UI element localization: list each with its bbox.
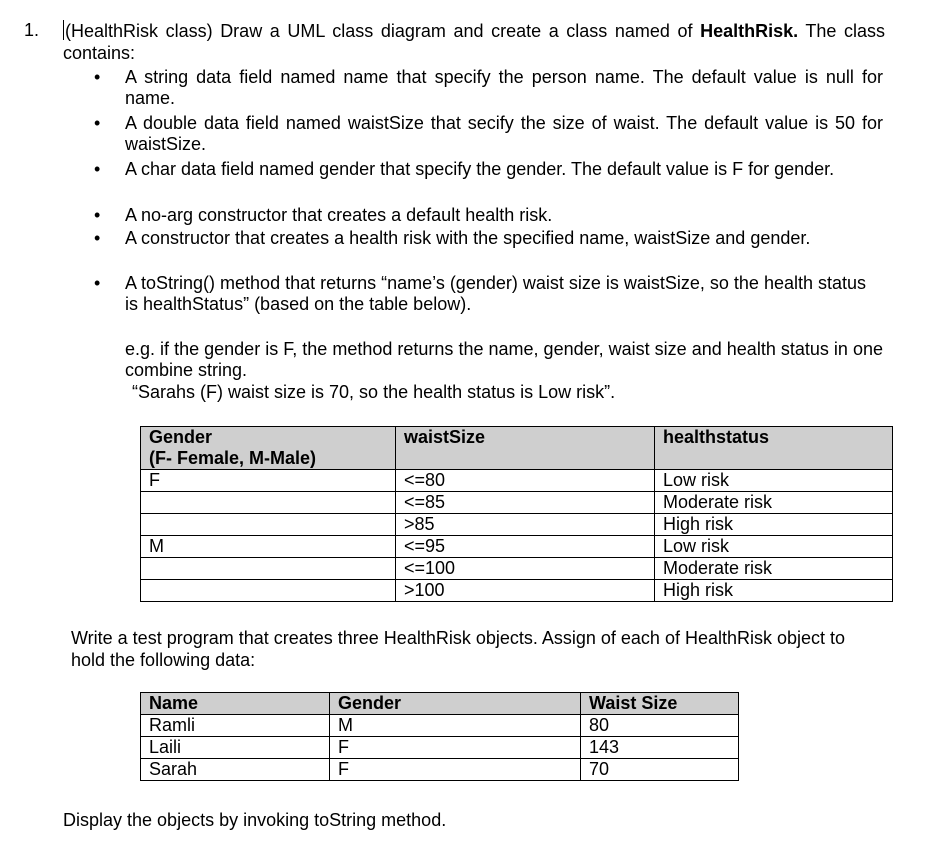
cell-waist: <=85 [396,492,655,514]
header-gender: Gender [330,693,581,715]
example-quote: “Sarahs (F) waist size is 70, so the health status is Low risk”. [132,382,616,402]
cell-waist: <=95 [396,536,655,558]
table-row [141,580,893,602]
table-row [141,536,893,558]
table-row [141,470,893,492]
cell-name: Ramli [141,715,330,737]
table-header-row [141,427,893,470]
cell-gender [141,580,396,602]
bullet-text: A constructor that creates a health risk with the specified name, waistSize and gender. [125,228,811,248]
cell-waist: >100 [396,580,655,602]
cell-gender [141,558,396,580]
table-row [141,715,739,737]
bullet-item [94,205,883,226]
question-number: 1. [24,20,40,40]
cell-waist: >85 [396,514,655,536]
header-waistsize: waistSize [396,427,655,470]
bullet-item [94,228,883,249]
header-waist-size: Waist Size [581,693,739,715]
bullet-text: A double data field named waistSize that secify the size of waist. The default value is 50 for waistSize. [125,113,883,154]
table-header-row [141,693,739,715]
bullet-icon: • [94,205,101,225]
bullet-text: A no-arg constructor that creates a default health risk. [125,205,553,225]
bullet-icon: • [94,67,101,87]
cell-status: Moderate risk [655,558,893,580]
cell-name: Sarah [141,759,330,781]
cell-gender [141,514,396,536]
bullet-item [94,159,883,180]
bullet-text: A char data field named gender that specify the gender. The default value is F for gender. [125,159,835,179]
cell-status: Moderate risk [655,492,893,514]
intro-text-b: The class contains: [63,21,886,63]
bullet-icon: • [94,273,101,293]
cell-waist-size: 80 [581,715,739,737]
table-row [141,737,739,759]
text-cursor [63,20,64,40]
cell-status: High risk [655,514,893,536]
bullet-item [94,273,870,315]
cell-status: High risk [655,580,893,602]
cell-gender: F [141,470,396,492]
cell-waist: <=100 [396,558,655,580]
cell-gender: F [330,759,581,781]
cell-gender: F [330,737,581,759]
cell-waist-size: 70 [581,759,739,781]
table-row [141,514,893,536]
cell-gender: M [141,536,396,558]
bullet-text: A string data field named name that specify the person name. The default value is null for name. [125,67,883,108]
header-healthstatus: healthstatus [655,427,893,470]
table-row [141,492,893,514]
bullet-icon: • [94,159,101,179]
cell-name: Laili [141,737,330,759]
bullet-icon: • [94,228,101,248]
cell-waist: <=80 [396,470,655,492]
question-intro [63,20,885,64]
cell-waist-size: 143 [581,737,739,759]
closing-instruction: Display the objects by invoking toString method. [63,810,447,830]
bullet-item [94,67,883,109]
class-name: HealthRisk. [700,21,799,41]
data-table [140,692,739,781]
example-text: e.g. if the gender is F, the method returns the name, gender, waist size and health status in one combine string. [125,339,883,380]
header-name: Name [141,693,330,715]
table-row [141,558,893,580]
test-program-text: Write a test program that creates three HealthRisk objects. Assign of each of HealthRisk object to hold the following data: [71,628,846,670]
intro-text-a: (HealthRisk class) Draw a UML class diagram and create a class named of [65,21,701,41]
bullet-text: A toString() method that returns “name’s (gender) waist size is waistSize, so the health status is healthStatus” (based on the table below). [125,273,867,314]
cell-status: Low risk [655,536,893,558]
bullet-item [94,113,883,155]
header-gender: Gender (F- Female, M-Male) [141,427,396,470]
table-row [141,759,739,781]
cell-status: Low risk [655,470,893,492]
cell-gender: M [330,715,581,737]
bullet-icon: • [94,113,101,133]
risk-table [140,426,893,602]
cell-gender [141,492,396,514]
